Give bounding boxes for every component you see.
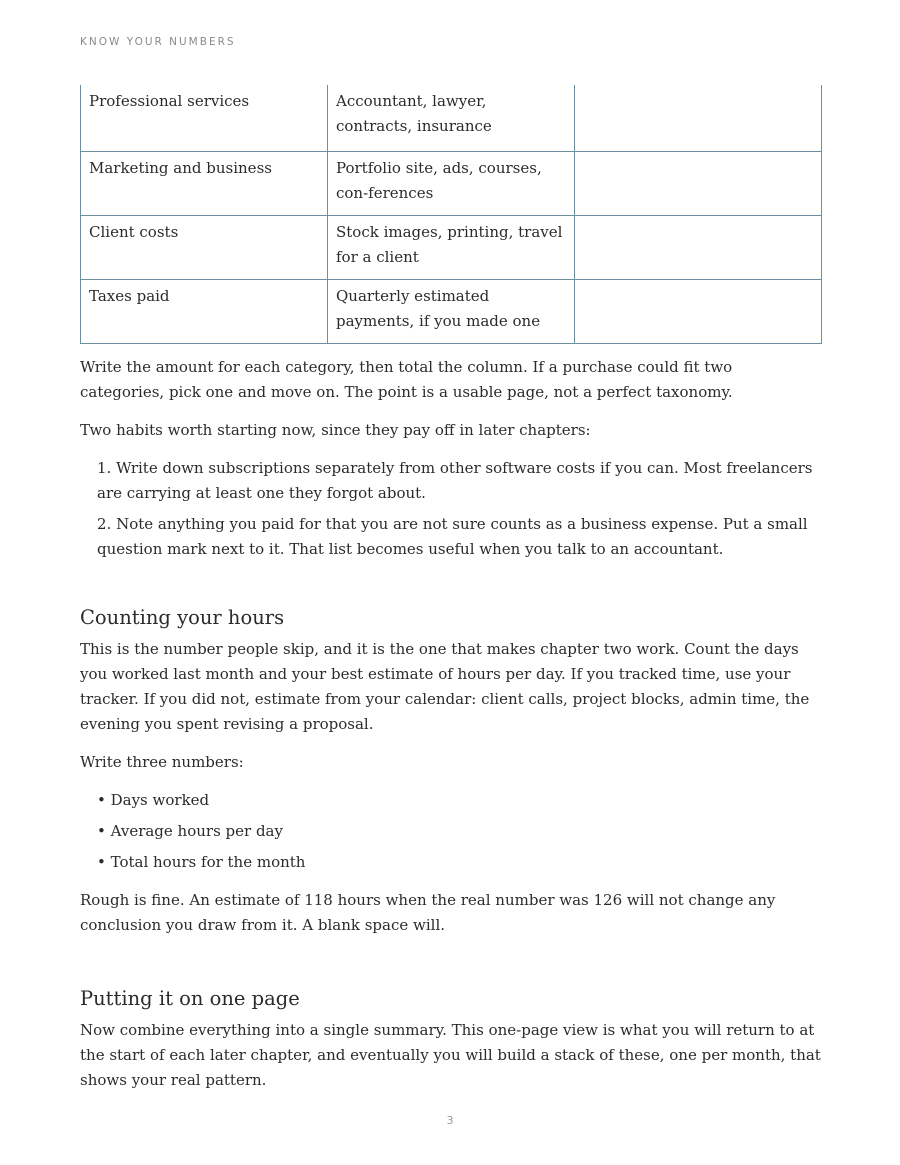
body-paragraph: Write three numbers: (80, 752, 244, 771)
examples-cell: Stock images, printing, travel for a client (328, 215, 575, 279)
amount-cell (575, 151, 822, 215)
amount-cell (575, 279, 822, 343)
page-number: 3 (446, 1114, 454, 1127)
amount-cell (575, 215, 822, 279)
body-paragraph: Two habits worth starting now, since they pay off in later chapters: (80, 420, 591, 439)
body-paragraph: Rough is fine. An estimate of 118 hours when the real number was 126 will not change any conclusion you draw from it. A blank space will. (80, 890, 776, 934)
table-row (81, 151, 822, 215)
examples-cell: Quarterly estimated payments, if you made one (328, 279, 575, 343)
category-cell: Professional services (81, 85, 328, 151)
running-header: KNOW YOUR NUMBERS (80, 36, 236, 48)
list-item: • Total hours for the month (97, 852, 306, 871)
list-item: • Days worked (97, 790, 210, 809)
list-item: • Average hours per day (97, 821, 283, 840)
section-heading-hours: Counting your hours (80, 605, 285, 629)
table-row (81, 85, 822, 151)
amount-cell (575, 85, 822, 151)
habits-list (97, 456, 821, 562)
examples-cell: Accountant, lawyer, contracts, insurance (328, 85, 575, 151)
body-paragraph: Now combine everything into a single summary. This one-page view is what you will return to at the start of each later chapter, and eventually you will build a stack of these, one per month, that shows your real pattern. (80, 1020, 821, 1089)
section-heading-one-page: Putting it on one page (80, 986, 300, 1010)
hours-list (97, 788, 821, 875)
table-row (81, 215, 822, 279)
list-item: 1. Write down subscriptions separately from other software costs if you can. Most freelancers are carrying at least one they forgot about. (97, 458, 813, 502)
list-item: 2. Note anything you paid for that you are not sure counts as a business expense. Put a small question mark next to it. That list becomes useful when you talk to an accountant. (97, 514, 808, 558)
table-row (81, 279, 822, 343)
body-paragraph: This is the number people skip, and it is the one that makes chapter two work. Count the days you worked last month and your best estimate of hours per day. If you tracked time, use your tracker. If you did not, estimate from your calendar: client calls, project blocks, admin time, the evening you spent revising a proposal. (80, 639, 810, 733)
body-paragraph: Write the amount for each category, then total the column. If a purchase could fit two categories, pick one and move on. The point is a usable page, not a perfect taxonomy. (80, 357, 733, 401)
page-content (80, 85, 821, 1093)
category-cell: Client costs (81, 215, 328, 279)
category-cell: Marketing and business (81, 151, 328, 215)
category-cell: Taxes paid (81, 279, 328, 343)
examples-cell: Portfolio site, ads, courses, con-ferences (328, 151, 575, 215)
expense-table (80, 85, 822, 344)
